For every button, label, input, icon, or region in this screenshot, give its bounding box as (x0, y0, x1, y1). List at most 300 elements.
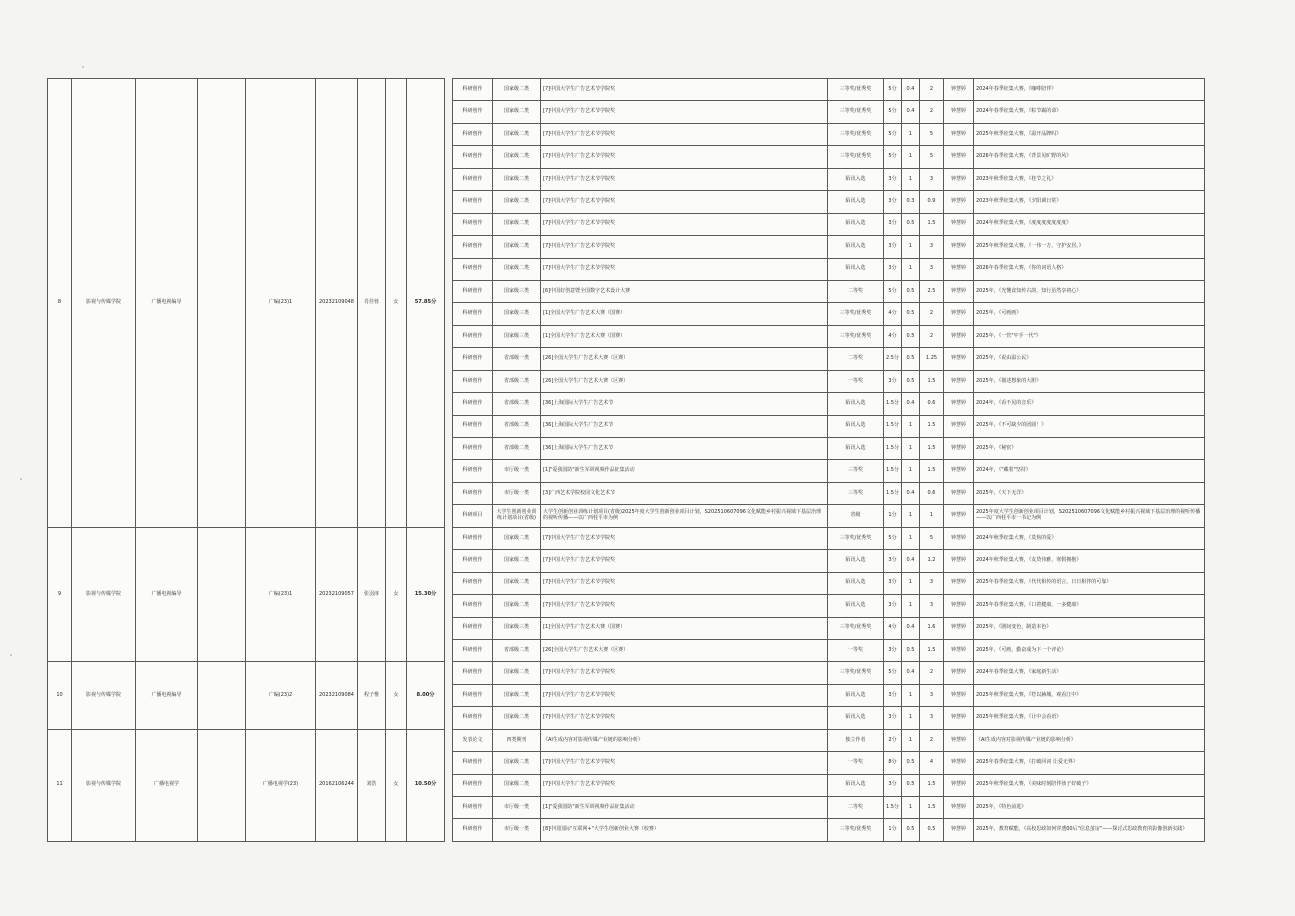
base-score: 4分 (884, 325, 902, 347)
coefficient: 1 (902, 123, 920, 145)
advisor-name: 钟慧婷 (944, 123, 974, 145)
award-level: 三等奖/优秀奖 (828, 617, 884, 639)
base-score: 3分 (884, 639, 902, 661)
achievement-type: 科研项目 (453, 505, 493, 527)
base-score: 3分 (884, 191, 902, 213)
item-score: 3 (920, 236, 944, 258)
item-score: 2 (920, 729, 944, 751)
column-gap (445, 527, 453, 662)
achievement-type: 科研创作 (453, 101, 493, 123)
competition-name: [1]全国大学生广告艺术大赛（国赛） (541, 617, 828, 639)
award-level: 三等奖/优秀奖 (828, 79, 884, 101)
competition-name: [8]中国国际"互联网+"大学生创新创业大赛（校赛） (541, 819, 828, 842)
achievement-type: 科研创作 (453, 415, 493, 437)
work-title: 2025年，《描述想象的大胆》 (974, 370, 1205, 392)
column-gap (445, 729, 453, 841)
coefficient: 1 (902, 707, 920, 729)
competition-name: [36]上海国际大学生广告艺术节 (541, 393, 828, 415)
achievement-level: 国家级二类 (493, 146, 541, 168)
competition-name: [1]"爱我国防"新生军训视频作品征集活动 (541, 797, 828, 819)
item-score: 5 (920, 146, 944, 168)
base-score: 5分 (884, 527, 902, 549)
achievement-type: 科研创作 (453, 213, 493, 235)
base-score: 1.5分 (884, 393, 902, 415)
competition-name: [7]中国大学生广告艺术节学院奖 (541, 527, 828, 549)
base-score: 5分 (884, 101, 902, 123)
advisor-name: 钟慧婷 (944, 280, 974, 302)
gender-cell: 女 (386, 527, 407, 662)
advisor-name: 钟慧婷 (944, 774, 974, 796)
work-title: 2025年秋季征集大赛，《符以赫城，观看江中》 (974, 684, 1205, 706)
achievement-type: 科研创作 (453, 146, 493, 168)
award-level: 三等奖/优秀奖 (828, 527, 884, 549)
award-level: 陌讯入选 (828, 393, 884, 415)
coefficient: 1 (902, 684, 920, 706)
work-title: 2024年春季征集大赛，《粽节霸的命》 (974, 101, 1205, 123)
competition-name: [36]上海国际大学生广告艺术节 (541, 438, 828, 460)
item-score: 5 (920, 123, 944, 145)
total-score: 8.00分 (407, 662, 445, 729)
achievement-level: 国家级二类 (493, 527, 541, 549)
column-gap (445, 662, 453, 729)
work-title: 2023年秋季征集大赛，《桂节之礼》 (974, 168, 1205, 190)
item-score: 1.2 (920, 550, 944, 572)
advisor-name: 钟慧婷 (944, 168, 974, 190)
student-name: 肖佳蓉 (358, 79, 386, 528)
student-id-cell: 20232109084 (316, 662, 358, 729)
coefficient: 1 (902, 729, 920, 751)
achievement-level: 国家级二类 (493, 752, 541, 774)
college-cell: 影视与传媒学院 (72, 79, 136, 528)
competition-name: [7]中国大学生广告艺术节学院奖 (541, 684, 828, 706)
achievement-level: 国家级三类 (493, 280, 541, 302)
award-level: 三等奖/优秀奖 (828, 146, 884, 168)
work-title: 2025年度大学生创新创业项目计划，S202510607096文化赋能乡村振兴视域下基层治理的视听传播——以广西桂平市一书记为例 (974, 505, 1205, 527)
achievement-type: 科研创作 (453, 617, 493, 639)
coefficient: 0.4 (902, 393, 920, 415)
award-level: 一等奖 (828, 752, 884, 774)
award-level: 三等奖/优秀奖 (828, 303, 884, 325)
award-level: 三等奖/优秀奖 (828, 101, 884, 123)
achievement-level: 国家级二类 (493, 168, 541, 190)
item-score: 4 (920, 752, 944, 774)
advisor-name: 钟慧婷 (944, 415, 974, 437)
achievement-type: 科研创作 (453, 348, 493, 370)
award-level: 陌讯入选 (828, 258, 884, 280)
table-row (48, 729, 1205, 751)
award-level: 省级 (828, 505, 884, 527)
competition-name: [26]全国大学生广告艺术大赛（区赛） (541, 639, 828, 661)
item-score: 2 (920, 325, 944, 347)
competition-name: [7]中国大学生广告艺术节学院奖 (541, 79, 828, 101)
work-title: 2025年秋季征集大赛，《一伟一方，守护安居。》 (974, 236, 1205, 258)
gender-cell: 女 (386, 729, 407, 841)
achievement-type: 科研创作 (453, 393, 493, 415)
work-title: 2025年，《特色前进》 (974, 797, 1205, 819)
advisor-name: 钟慧婷 (944, 191, 974, 213)
achievement-type: 科研创作 (453, 79, 493, 101)
achievement-level: 省部级二类 (493, 639, 541, 661)
base-score: 2.5分 (884, 348, 902, 370)
advisor-name: 钟慧婷 (944, 617, 974, 639)
award-level: 三等奖/优秀奖 (828, 123, 884, 145)
achievement-type: 科研创作 (453, 550, 493, 572)
achievement-type: 科研创作 (453, 684, 493, 706)
class-cell: 广播电视学(23) (246, 729, 316, 841)
competition-name: [6]中国好创意暨全国数字艺术设计大赛 (541, 280, 828, 302)
advisor-name: 钟慧婷 (944, 819, 974, 842)
achievement-level: 国家级二类 (493, 213, 541, 235)
item-score: 2 (920, 303, 944, 325)
advisor-name: 钟慧婷 (944, 797, 974, 819)
award-level: 陌讯入选 (828, 595, 884, 617)
gender-cell: 女 (386, 662, 407, 729)
competition-name: [1]全国大学生广告艺术大赛（国赛） (541, 303, 828, 325)
award-level: 三等奖/优秀奖 (828, 325, 884, 347)
student-name: 张羽淳 (358, 527, 386, 662)
advisor-name: 钟慧婷 (944, 460, 974, 482)
base-score: 3分 (884, 684, 902, 706)
work-title: 2024年秋季征集大赛，《度度度度度度度》 (974, 213, 1205, 235)
achievement-level: 国家级二类 (493, 707, 541, 729)
base-score: 1.5分 (884, 482, 902, 504)
award-level: 陌讯入选 (828, 236, 884, 258)
achievement-type: 科研创作 (453, 123, 493, 145)
competition-name: [7]中国大学生广告艺术节学院奖 (541, 146, 828, 168)
base-score: 4分 (884, 303, 902, 325)
coefficient: 0.5 (902, 213, 920, 235)
achievement-type: 发表论文 (453, 729, 493, 751)
work-title: 2025年，教育赋能，《高校思政如何穿透00后"信息茧房"——探讨式思政教育的影像创新实践》 (974, 819, 1205, 842)
competition-name: [1]全国大学生广告艺术大赛（国赛） (541, 325, 828, 347)
achievement-type: 科研创作 (453, 370, 493, 392)
achievement-level: 国家级二类 (493, 662, 541, 684)
advisor-name: 钟慧婷 (944, 505, 974, 527)
achievement-type: 科研创作 (453, 527, 493, 549)
achievement-type: 科研创作 (453, 280, 493, 302)
award-level: 陌讯入选 (828, 572, 884, 594)
item-score: 1 (920, 505, 944, 527)
advisor-name: 钟慧婷 (944, 482, 974, 504)
advisor-name: 钟慧婷 (944, 595, 974, 617)
achievement-type: 科研创作 (453, 774, 493, 796)
base-score: 1.5分 (884, 797, 902, 819)
competition-name: [7]中国大学生广告艺术节学院奖 (541, 572, 828, 594)
award-level: 二等奖 (828, 348, 884, 370)
advisor-name: 钟慧婷 (944, 393, 974, 415)
coefficient: 1 (902, 146, 920, 168)
item-score: 2 (920, 101, 944, 123)
competition-name: [3]广西艺术学院校园文化艺术节 (541, 482, 828, 504)
base-score: 1分 (884, 819, 902, 842)
work-title: 2025年春季征集大赛，《代代相传的语言，日日相伴的可靠》 (974, 572, 1205, 594)
achievement-type: 科研创作 (453, 595, 493, 617)
coefficient: 1 (902, 168, 920, 190)
coefficient: 1 (902, 438, 920, 460)
coefficient: 0.4 (902, 550, 920, 572)
work-title: 2024年春季征集大赛，《咖啡陪伴》 (974, 79, 1205, 101)
base-score: 1.5分 (884, 438, 902, 460)
achievement-level: 省部级一类 (493, 348, 541, 370)
work-title: 2025年秋季征集大赛，《让中会看语》 (974, 707, 1205, 729)
competition-name: [26]全国大学生广告艺术大赛（区赛） (541, 348, 828, 370)
coefficient: 1 (902, 460, 920, 482)
competition-name: 大学生创新创业训练计划项目(省级)2025年度大学生创新创业项目计划，S202510607096文化赋能乡村振兴视域下基层治理的视听传播——以广西桂平市为例 (541, 505, 828, 527)
coefficient: 0.5 (902, 819, 920, 842)
scan-speck (10, 654, 12, 656)
competition-name: [7]中国大学生广告艺术节学院奖 (541, 595, 828, 617)
competition-name: [7]中国大学生广告艺术节学院奖 (541, 168, 828, 190)
advisor-name: 钟慧婷 (944, 213, 974, 235)
base-score: 3分 (884, 236, 902, 258)
achievement-type: 科研创作 (453, 191, 493, 213)
advisor-name: 钟慧婷 (944, 684, 974, 706)
award-level: 三等奖 (828, 460, 884, 482)
award-level: 陌讯入选 (828, 707, 884, 729)
achievement-type: 科研创作 (453, 258, 493, 280)
coefficient: 0.4 (902, 662, 920, 684)
college-cell: 影视与传媒学院 (72, 527, 136, 662)
achievement-level: 国家级二类 (493, 595, 541, 617)
blank-cell (198, 79, 246, 528)
achievement-type: 科研创作 (453, 707, 493, 729)
advisor-name: 钟慧婷 (944, 438, 974, 460)
coefficient: 1 (902, 595, 920, 617)
competition-name: [26]全国大学生广告艺术大赛（区赛） (541, 370, 828, 392)
coefficient: 0.5 (902, 774, 920, 796)
work-title: 2024年春季征集大赛，《家庭新生活》 (974, 662, 1205, 684)
item-score: 0.6 (920, 482, 944, 504)
advisor-name: 钟慧婷 (944, 572, 974, 594)
achievement-level: 市厅级一类 (493, 482, 541, 504)
award-level: 陌讯入选 (828, 415, 884, 437)
scan-speck (82, 66, 84, 68)
base-score: 4分 (884, 617, 902, 639)
achievement-level: 国家级三类 (493, 617, 541, 639)
competition-name: [7]中国大学生广告艺术节学院奖 (541, 213, 828, 235)
achievement-level: 国家级二类 (493, 774, 541, 796)
achievement-type: 科研创作 (453, 819, 493, 842)
competition-name: [7]中国大学生广告艺术节学院奖 (541, 236, 828, 258)
student-awards-table (47, 78, 1205, 842)
advisor-name: 钟慧婷 (944, 146, 974, 168)
item-score: 3 (920, 572, 944, 594)
achievement-level: 国家级二类 (493, 572, 541, 594)
work-title: 《AI生成内容对影视传媒产业链的影响分析》 (974, 729, 1205, 751)
achievement-level: 国家级二类 (493, 684, 541, 706)
class-cell: 广编(23)2 (246, 662, 316, 729)
competition-name: 《AI生成内容对影视传媒产业链的影响分析》 (541, 729, 828, 751)
achievement-level: 四类期刊 (493, 729, 541, 751)
work-title: 2024年，《看不见的音乐》 (974, 393, 1205, 415)
competition-name: [7]中国大学生广告艺术节学院奖 (541, 123, 828, 145)
competition-name: [7]中国大学生广告艺术节学院奖 (541, 258, 828, 280)
advisor-name: 钟慧婷 (944, 348, 974, 370)
item-score: 3 (920, 707, 944, 729)
item-score: 3 (920, 258, 944, 280)
base-score: 8分 (884, 752, 902, 774)
achievement-type: 科研创作 (453, 572, 493, 594)
award-level: 陌讯入选 (828, 684, 884, 706)
coefficient: 1 (902, 415, 920, 437)
coefficient: 0.4 (902, 101, 920, 123)
student-no: 11 (48, 729, 72, 841)
work-title: 2025年秋季征集大赛，《美味时刻陪伴孩子好破子》 (974, 774, 1205, 796)
coefficient: 0.4 (902, 482, 920, 504)
base-score: 5分 (884, 662, 902, 684)
work-title: 2025年，《一管"牢手一代"》 (974, 325, 1205, 347)
achievement-type: 科研创作 (453, 325, 493, 347)
student-name: 程子惟 (358, 662, 386, 729)
coefficient: 0.5 (902, 325, 920, 347)
achievement-level: 市厅级一类 (493, 797, 541, 819)
item-score: 1.5 (920, 774, 944, 796)
advisor-name: 钟慧婷 (944, 639, 974, 661)
item-score: 2 (920, 79, 944, 101)
item-score: 1.5 (920, 639, 944, 661)
achievement-type: 科研创作 (453, 460, 493, 482)
coefficient: 0.4 (902, 79, 920, 101)
achievement-level: 国家级二类 (493, 101, 541, 123)
work-title: 2023年秋季征集大赛，《夕阳调日常》 (974, 191, 1205, 213)
student-name: 刘浩 (358, 729, 386, 841)
advisor-name: 钟慧婷 (944, 101, 974, 123)
award-level: 一等奖 (828, 370, 884, 392)
achievement-level: 国家级二类 (493, 123, 541, 145)
blank-cell (198, 662, 246, 729)
coefficient: 0.5 (902, 280, 920, 302)
work-title: 2025年，《说由温公民》 (974, 348, 1205, 370)
work-title: 2025年，《可画画》 (974, 303, 1205, 325)
college-cell: 影视与传媒学院 (72, 729, 136, 841)
base-score: 5分 (884, 123, 902, 145)
coefficient: 0.5 (902, 752, 920, 774)
work-title: 2025年，《可画，勤奋成为下一个评论》 (974, 639, 1205, 661)
competition-name: [7]中国大学生广告艺术节学院奖 (541, 101, 828, 123)
competition-name: [7]中国大学生广告艺术节学院奖 (541, 774, 828, 796)
advisor-name: 钟慧婷 (944, 662, 974, 684)
award-level: 陌讯入选 (828, 438, 884, 460)
award-level: 二等奖 (828, 797, 884, 819)
work-title: 2024年秋季征集大赛，《莫焦的爱》 (974, 527, 1205, 549)
coefficient: 0.3 (902, 191, 920, 213)
work-title: 2024年，《"藏着"坚持》 (974, 460, 1205, 482)
coefficient: 0.5 (902, 370, 920, 392)
coefficient: 1 (902, 572, 920, 594)
advisor-name: 钟慧婷 (944, 258, 974, 280)
competition-name: [7]中国大学生广告艺术节学院奖 (541, 707, 828, 729)
column-gap (445, 79, 453, 528)
student-no: 10 (48, 662, 72, 729)
student-no: 9 (48, 527, 72, 662)
achievement-level: 国家级三类 (493, 303, 541, 325)
student-id-cell: 20162106244 (316, 729, 358, 841)
table-row (48, 79, 1205, 101)
achievement-level: 市厅级一类 (493, 819, 541, 842)
item-score: 0.5 (920, 819, 944, 842)
award-level: 二等奖 (828, 280, 884, 302)
item-score: 0.9 (920, 191, 944, 213)
base-score: 3分 (884, 774, 902, 796)
coefficient: 0.5 (902, 639, 920, 661)
base-score: 3分 (884, 707, 902, 729)
achievement-level: 国家级二类 (493, 258, 541, 280)
achievement-type: 科研创作 (453, 438, 493, 460)
student-id-cell: 20232109057 (316, 527, 358, 662)
achievement-type: 科研创作 (453, 482, 493, 504)
item-score: 0.6 (920, 393, 944, 415)
major-cell: 广播电视编导 (136, 79, 198, 528)
competition-name: [7]中国大学生广告艺术节学院奖 (541, 752, 828, 774)
item-score: 1.5 (920, 415, 944, 437)
class-cell: 广编(23)1 (246, 527, 316, 662)
base-score: 5分 (884, 79, 902, 101)
item-score: 1.5 (920, 438, 944, 460)
achievement-level: 国家级二类 (493, 79, 541, 101)
work-title: 2026年春季征集大赛，《你的词语人格》 (974, 258, 1205, 280)
award-level: 陌讯入选 (828, 550, 884, 572)
advisor-name: 钟慧婷 (944, 752, 974, 774)
award-level: 独立作者 (828, 729, 884, 751)
award-level: 陌讯入选 (828, 774, 884, 796)
advisor-name: 钟慧婷 (944, 236, 974, 258)
base-score: 1.5分 (884, 415, 902, 437)
base-score: 3分 (884, 572, 902, 594)
achievement-level: 省部级二类 (493, 393, 541, 415)
work-title: 2026年春季征集大赛，《背景见旷野的风》 (974, 146, 1205, 168)
base-score: 3分 (884, 370, 902, 392)
competition-name: [7]中国大学生广告艺术节学院奖 (541, 191, 828, 213)
achievement-level: 省部级二类 (493, 415, 541, 437)
major-cell: 广播电视编导 (136, 527, 198, 662)
work-title: 2024年秋季征集大赛，《友贷伟雅，寒假拥抱》 (974, 550, 1205, 572)
work-title: 2025年，《秘密》 (974, 438, 1205, 460)
work-title: 2025年，《剧间变色，制造本色》 (974, 617, 1205, 639)
work-title: 2025年，《天下无洋》 (974, 482, 1205, 504)
advisor-name: 钟慧婷 (944, 707, 974, 729)
achievement-level: 国家级二类 (493, 191, 541, 213)
achievement-level: 国家级三类 (493, 325, 541, 347)
award-level: 一等奖 (828, 639, 884, 661)
advisor-name: 钟慧婷 (944, 527, 974, 549)
base-score: 3分 (884, 258, 902, 280)
table-row (48, 527, 1205, 549)
student-id-cell: 20232109048 (316, 79, 358, 528)
base-score: 3分 (884, 213, 902, 235)
item-score: 1.6 (920, 617, 944, 639)
gender-cell: 女 (386, 79, 407, 528)
total-score: 10.50分 (407, 729, 445, 841)
total-score: 15.30分 (407, 527, 445, 662)
base-score: 5分 (884, 146, 902, 168)
coefficient: 0.5 (902, 303, 920, 325)
achievement-level: 省部级二类 (493, 370, 541, 392)
major-cell: 广播电视编导 (136, 662, 198, 729)
achievement-type: 科研创作 (453, 797, 493, 819)
base-score: 3分 (884, 550, 902, 572)
item-score: 1.5 (920, 370, 944, 392)
achievement-level: 省部级二类 (493, 438, 541, 460)
award-level: 陌讯入选 (828, 213, 884, 235)
award-level: 陌讯入选 (828, 168, 884, 190)
advisor-name: 钟慧婷 (944, 729, 974, 751)
base-score: 1分 (884, 505, 902, 527)
competition-name: [1]"爱我国防"新生军训视频作品征集活动 (541, 460, 828, 482)
base-score: 1.5分 (884, 460, 902, 482)
award-level: 三等奖/优秀奖 (828, 819, 884, 842)
achievement-level: 国家级二类 (493, 236, 541, 258)
advisor-name: 钟慧婷 (944, 79, 974, 101)
